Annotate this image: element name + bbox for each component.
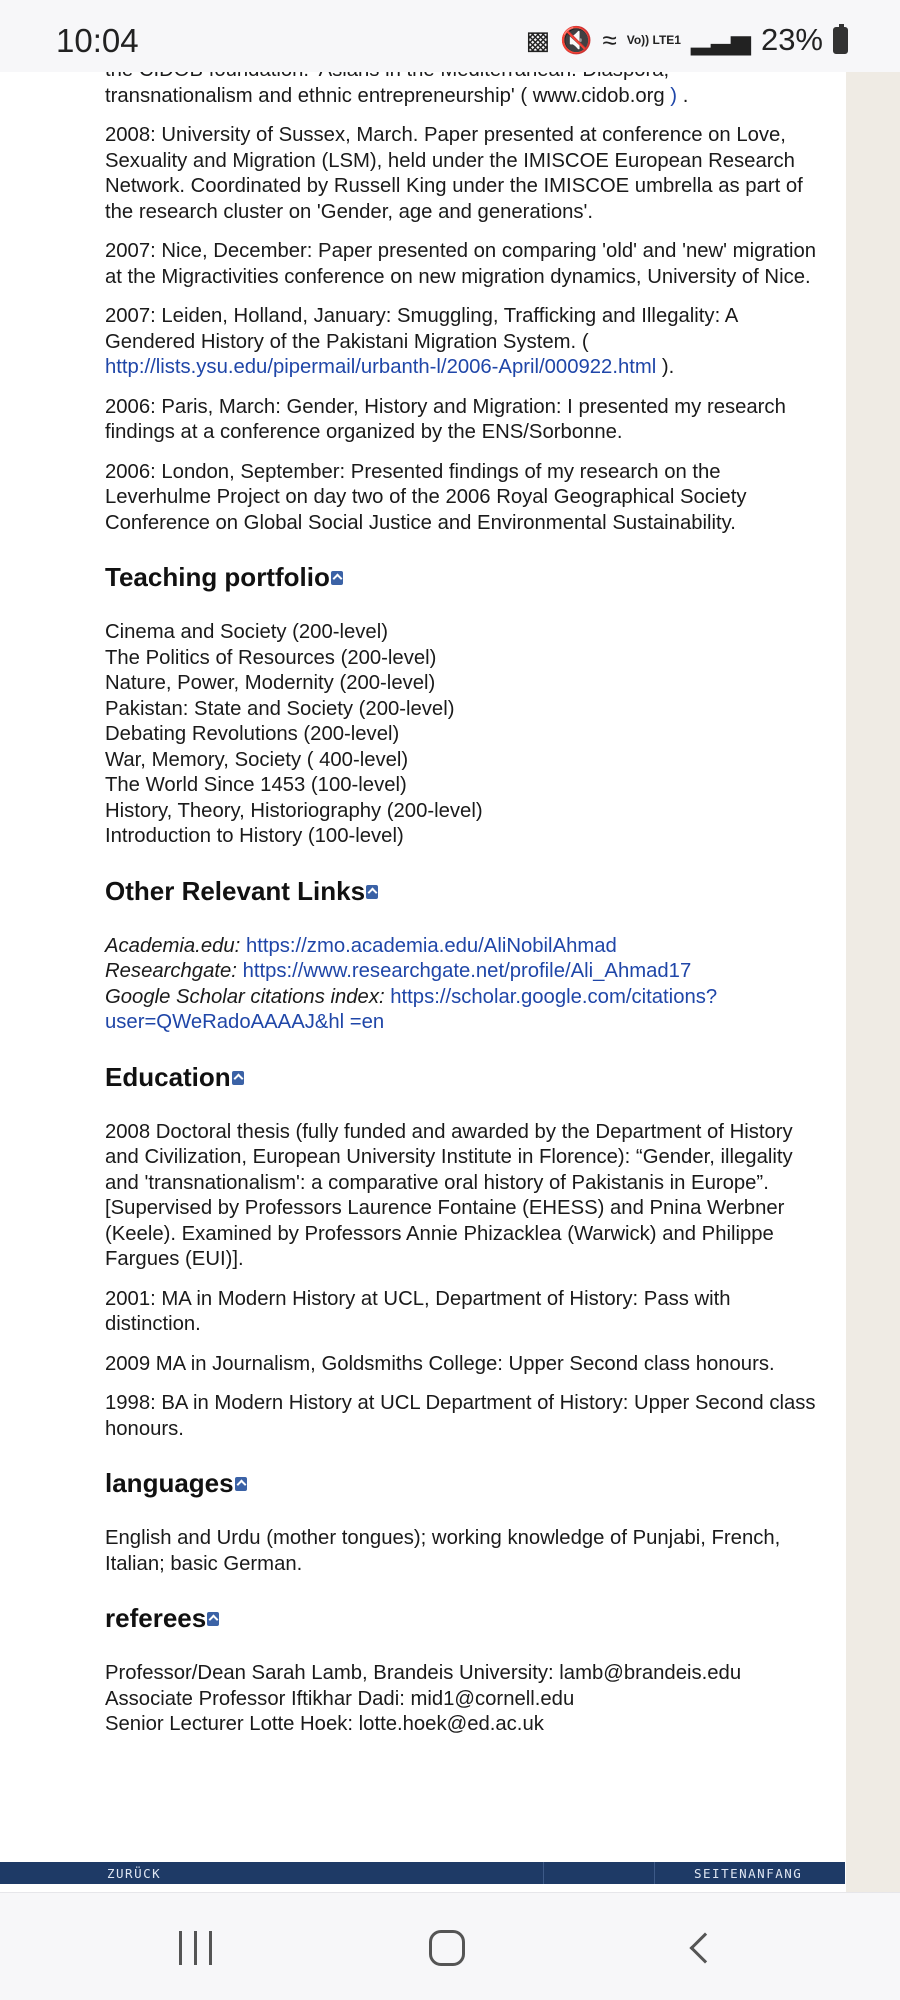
network-label: Vo)) LTE1 — [626, 33, 681, 47]
back-to-top-icon[interactable] — [235, 1477, 247, 1491]
back-button[interactable] — [678, 1923, 722, 1973]
teaching-item: Nature, Power, Modernity (200-level) — [105, 672, 436, 694]
teaching-item: Introduction to History (100-level) — [105, 825, 404, 847]
conference-item: 2007: Nice, December: Paper presented on comparing 'old' and 'new' migration at the Migractivities conference on new migration dynamics, University of Nice. — [105, 240, 817, 288]
main-content — [105, 62, 825, 1738]
languages-text: English and Urdu (mother tongues); working knowledge of Punjabi, French, Italian; basic German. — [105, 1527, 781, 1575]
signal-icon: ▂▃▅ — [690, 25, 751, 55]
conference-item — [105, 304, 825, 381]
conference-text: 2007: Leiden, Holland, January: Smuggling, Trafficking and Illegality: A Gendered History of the Pakistani Migration System. ( — [105, 305, 738, 353]
education-item: 2001: MA in Modern History at UCL, Department of History: Pass with distinction. — [105, 1287, 731, 1335]
page-top-link[interactable]: SEITENANFANG — [694, 1866, 803, 1881]
status-icons — [526, 22, 849, 58]
researchgate-label: Researchgate: — [105, 960, 237, 982]
education-heading-text: Education — [105, 1061, 231, 1092]
academia-row — [105, 934, 825, 960]
teaching-item: The World Since 1453 (100-level) — [105, 774, 407, 796]
teaching-item: Debating Revolutions (200-level) — [105, 723, 400, 745]
education-item: 1998: BA in Modern History at UCL Department of History: Upper Second class honours. — [105, 1392, 816, 1440]
scholar-row — [105, 985, 825, 1011]
page-footer-bar — [0, 1862, 845, 1884]
battery-percent: 23% — [760, 22, 823, 57]
back-to-top-icon[interactable] — [366, 885, 378, 899]
status-bar — [0, 0, 900, 72]
conference-item: 2006: London, September: Presented findings of my research on the Leverhulme Project on day two of the 2006 Royal Geographical Society Conference on Global Social Justice and Environmental Sustainability. — [105, 460, 747, 534]
scholar-link[interactable]: https://scholar.google.com/citations? — [390, 985, 718, 1008]
system-nav-bar — [0, 1892, 900, 2000]
researchgate-link[interactable]: https://www.researchgate.net/profile/Ali_Ahmad17 — [242, 960, 692, 982]
recents-icon — [209, 1931, 212, 1965]
researchgate-row — [105, 959, 825, 985]
home-icon — [429, 1930, 465, 1966]
education-item: 2009 MA in Journalism, Goldsmiths College: Upper Second class honours. — [105, 1352, 775, 1375]
teaching-item: Pakistan: State and Society (200-level) — [105, 697, 455, 720]
back-to-top-icon[interactable] — [331, 571, 343, 585]
teaching-heading — [105, 562, 825, 592]
teaching-item: History, Theory, Historiography (200-level) — [105, 799, 483, 822]
referees-heading — [105, 1603, 825, 1633]
home-button[interactable] — [425, 1923, 469, 1973]
footer-divider — [543, 1862, 544, 1884]
leiden-link[interactable]: http://lists.ysu.edu/pipermail/urbanth-l/2006-April/000922.html — [105, 356, 657, 378]
cidob-text-end: . — [677, 84, 689, 107]
recent-apps-button[interactable] — [170, 1923, 220, 1973]
referee-item: Associate Professor Iftikhar Dadi: mid1@cornell.edu — [105, 1687, 575, 1710]
teaching-item: War, Memory, Society ( 400-level) — [105, 748, 409, 771]
education-item: 2008 Doctoral thesis (fully funded and awarded by the Department of History and Civilization, European University Institute in Florence): “Gender, illegality and 'transnationalism': a comparative oral history of Pakistanis in Europe”. [Supervised by Professors Laurence Fontaine (EHESS) and Pnina Werbner (Keele). Examined by Professors Annie Phizacklea (Warwick) and Philippe Fargues (EUI)]. — [105, 1120, 793, 1270]
wifi-icon: ≈ — [602, 25, 617, 55]
mute-icon: 🔇 — [560, 25, 593, 55]
battery-icon — [833, 27, 848, 54]
links-heading — [105, 876, 825, 906]
recents-icon — [194, 1931, 197, 1965]
conference-item: 2006: Paris, March: Gender, History and Migration: I presented my research findings at a conference organized by the ENS/Sorbonne. — [105, 395, 786, 443]
academia-link[interactable]: https://zmo.academia.edu/AliNobilAhmad — [245, 934, 617, 957]
languages-heading — [105, 1468, 825, 1498]
links-list — [105, 934, 825, 1036]
education-heading — [105, 1062, 825, 1092]
referee-item: Professor/Dean Sarah Lamb, Brandeis University: lamb@brandeis.edu — [105, 1662, 742, 1684]
referees-heading-text: referees — [105, 1603, 207, 1633]
scholar-label: Google Scholar citations index: — [105, 985, 385, 1008]
referees-list — [105, 1661, 825, 1738]
teaching-item: The Politics of Resources (200-level) — [105, 646, 437, 669]
referee-item: Senior Lecturer Lotte Hoek: lotte.hoek@ed.ac.uk — [105, 1713, 544, 1735]
scholar-link-cont[interactable]: user=QWeRadoAAAAJ&hl =en — [105, 1011, 385, 1033]
recents-icon — [179, 1931, 182, 1965]
cidob-text-2: transnationalism and ethnic entrepreneurship' ( www.cidob.org — [105, 84, 671, 107]
teaching-heading-text: Teaching portfolio — [105, 562, 330, 592]
teaching-list — [105, 620, 825, 850]
status-time: 10:04 — [56, 22, 139, 59]
back-to-top-icon[interactable] — [232, 1071, 244, 1085]
scholar-row-2 — [105, 1010, 825, 1036]
links-heading-text: Other Relevant Links — [105, 875, 366, 906]
clipboard-icon: ▩ — [525, 25, 551, 55]
leiden-end: ). — [656, 356, 675, 378]
languages-heading-text: languages — [105, 1468, 234, 1498]
conference-item: 2008: University of Sussex, March. Paper presented at conference on Love, Sexuality and Migration (LSM), held under the IMISCOE European Research Network. Coordinated by Russell King under the IMISCOE umbrella as part of the research cluster on 'Gender, age and generations'. — [105, 124, 803, 223]
cidob-link[interactable]: ) — [670, 84, 678, 107]
back-link[interactable]: ZURÜCK — [107, 1866, 162, 1881]
teaching-item: Cinema and Society (200-level) — [105, 621, 388, 643]
academia-label: Academia.edu: — [105, 934, 241, 957]
back-to-top-icon[interactable] — [207, 1612, 219, 1626]
page-right-margin — [846, 72, 900, 1892]
footer-divider — [654, 1862, 655, 1884]
back-chevron-icon — [689, 1932, 720, 1963]
